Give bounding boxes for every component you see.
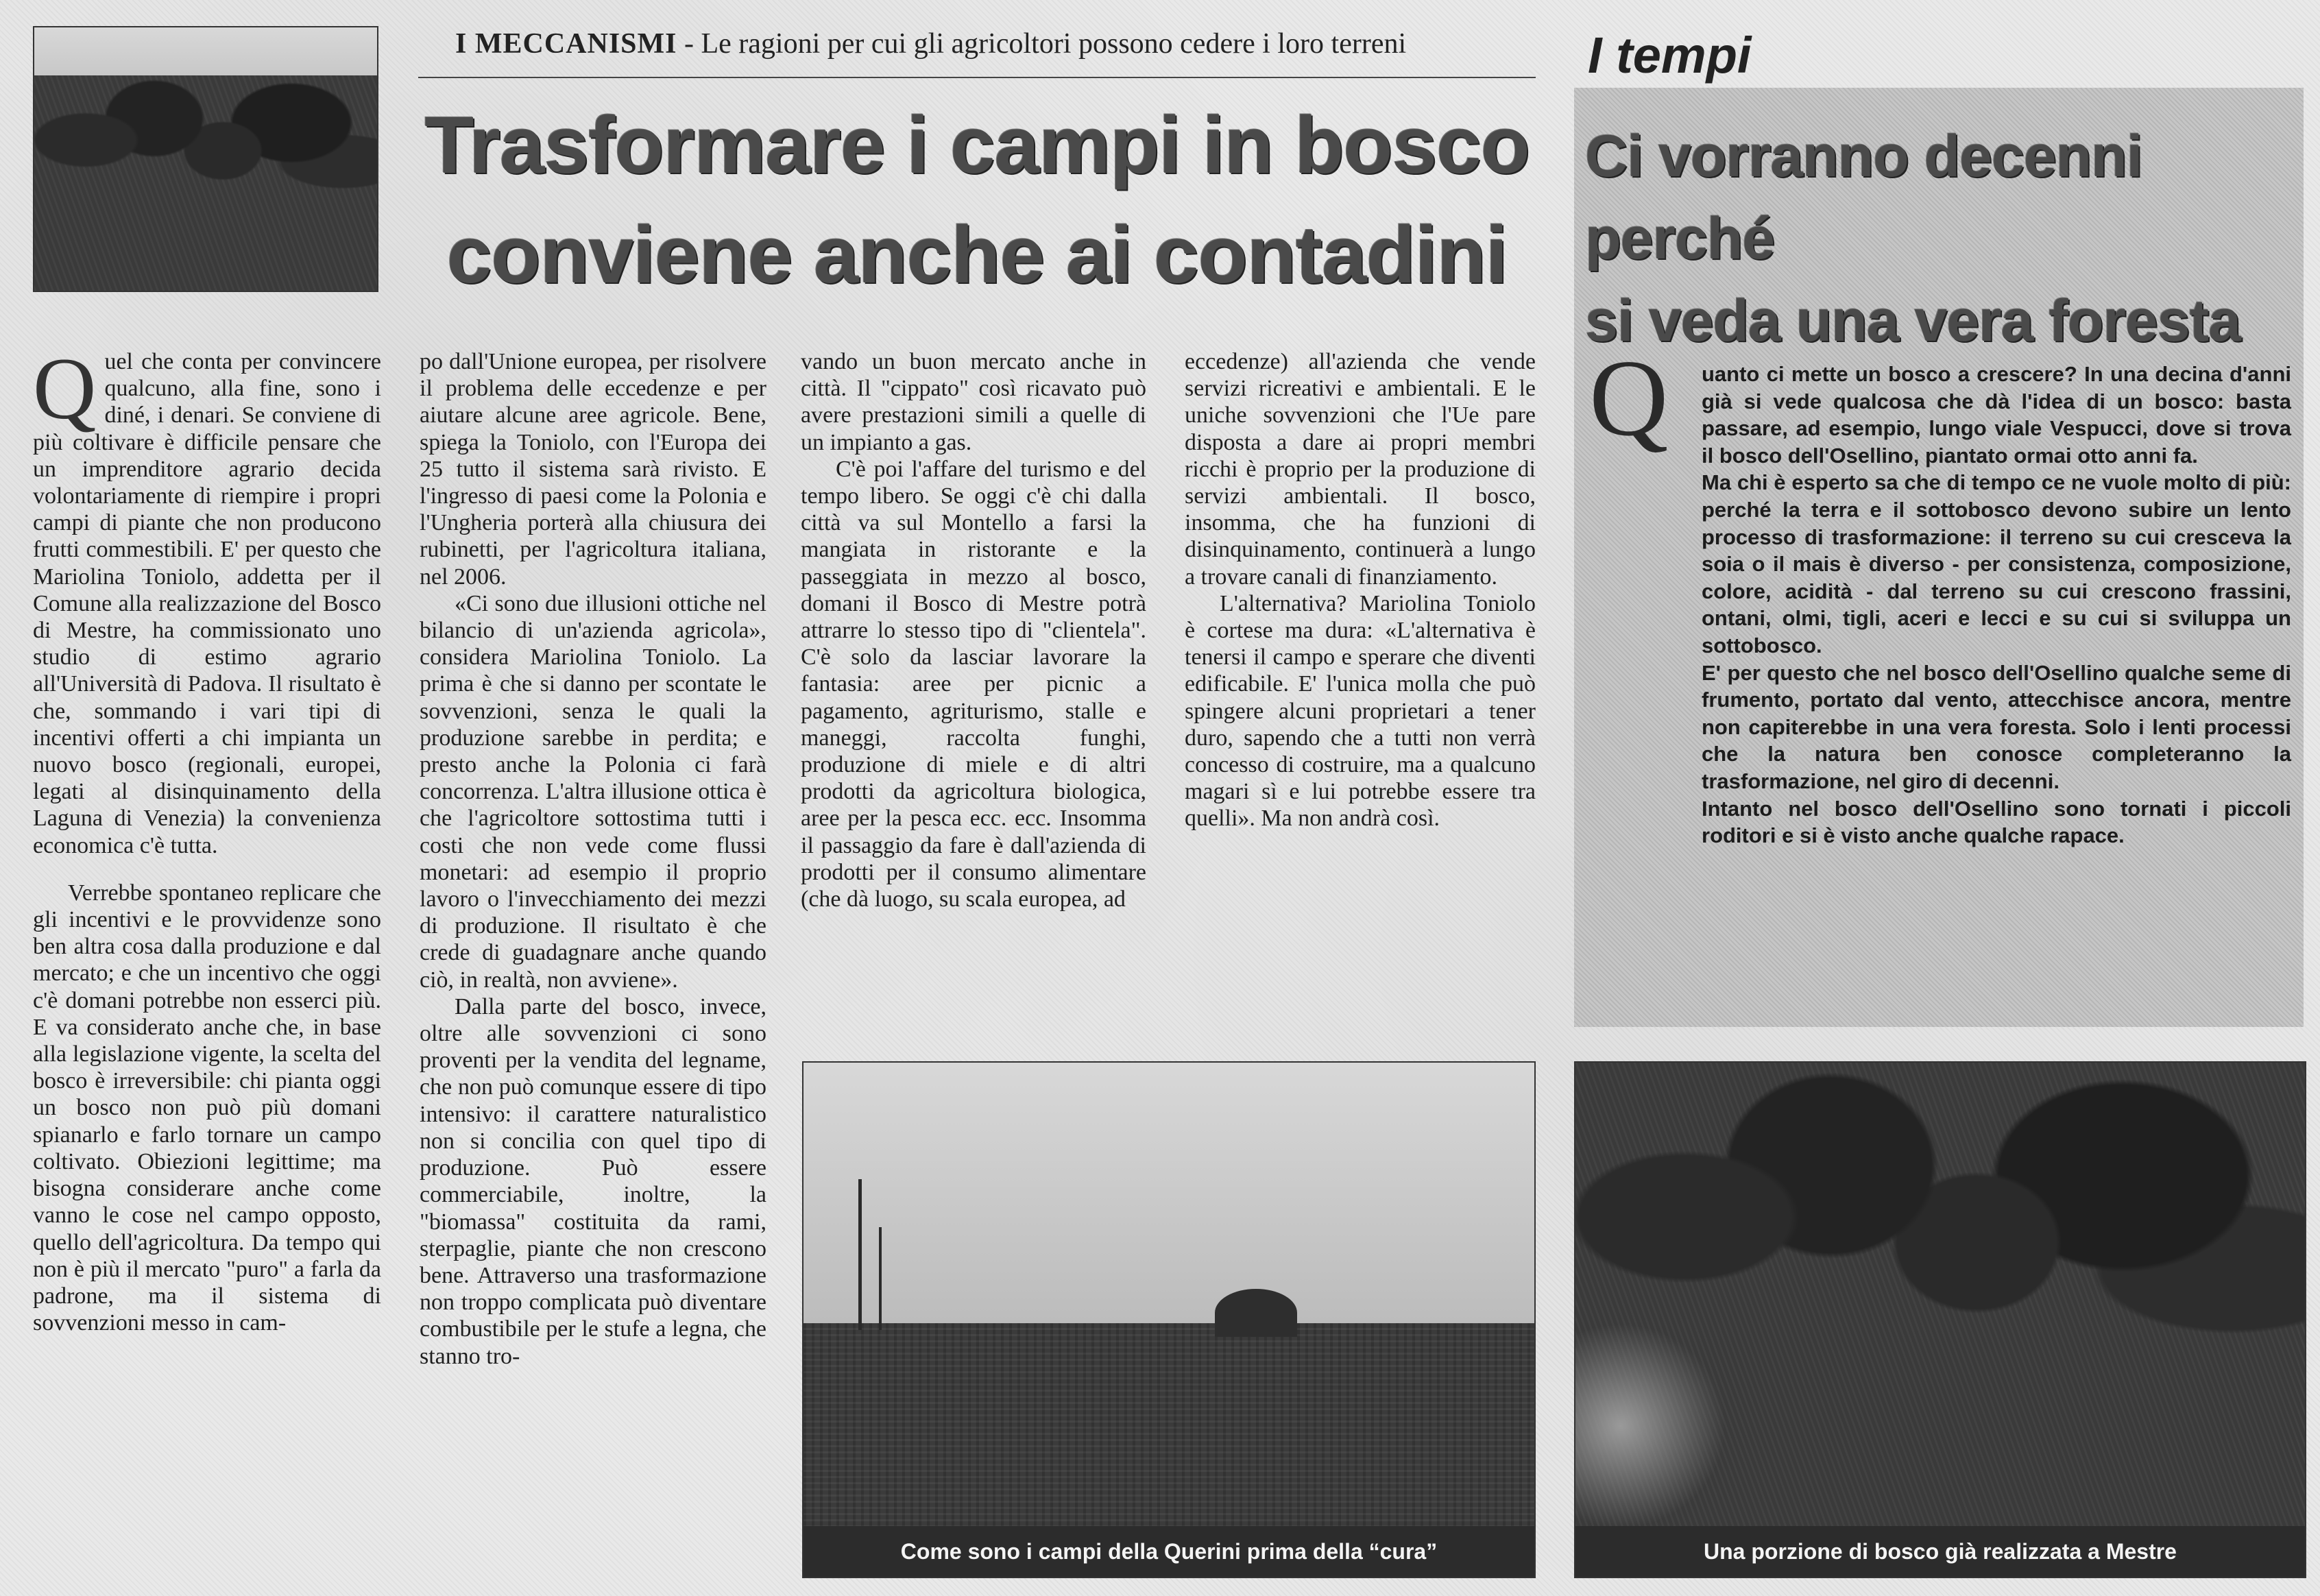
fence-post <box>858 1179 862 1330</box>
forest-thumbnail-photo <box>33 26 378 292</box>
article-column-2 <box>420 348 766 1370</box>
kicker-label: I MECCANISMI <box>455 28 677 60</box>
article-paragraph: «Ci sono due illusioni ottiche nel bilancio di un'azienda agricola», considera Mariolina Toniolo. La prima è che si danno per scontate le sovvenzioni, senza le quali la produzione sarebbe in perdita; e presto anche la Polonia ci farà concorrenza. L'altra illusione ottica è che l'agricoltore sottostima tutti i costi che non vede come flussi monetari: ad esempio il proprio lavoro o l'invecchiamento dei mezzi di produzione. Il risultato è che crede di guadagnare anche quando ciò, in realtà, non avviene». <box>420 590 766 993</box>
forest-light-patch <box>1575 1323 1726 1529</box>
article-column-3 <box>801 348 1146 912</box>
sidebar-paragraph: E' per questo che nel bosco dell'Osellino qualche seme di frumento, portato dal vento, attecchisce ancora, mentre non capiterebbe in una vera foresta. Solo i lenti processi che la natura ben conosce completeranno la trasformazione, nel giro di decenni. <box>1702 660 2291 793</box>
forest-photo-caption: Una porzione di bosco già realizzata a Mestre <box>1575 1526 2305 1577</box>
sidebar-text <box>1702 361 2291 849</box>
article-paragraph: Verrebbe spontaneo replicare che gli incentivi e le provvidenze sono ben altra cosa dalla produzione e dal mercato; e che un incentivo che oggi c'è domani potrebbe non esserci più. E va considerato anche che, in base alla legislazione vigente, la scelta del bosco è irreversibile: chi pianta oggi un bosco non può più domani spianarlo e farlo tornare un campo coltivato. Obiezioni legittime; ma bisogna considerare anche come vanno le cose nel campo opposto, quello dell'agricoltura. Da tempo qui non è più il mercato "puro" a farla da padrone, ma il sistema di sovvenzioni messo in cam- <box>33 880 381 1336</box>
article-paragraph: po dall'Unione europea, per risolvere il problema delle eccedenze e per aiutare alcune aree agricole. Bene, spiega la Toniolo, con l'Europa dei 25 tutto il sistema sarà rivisto. E l'ingresso di paesi come la Polonia e l'Ungheria porterà alla chiusura dei rubinetti, per l'agricoltura italiana, nel 2006. <box>420 349 766 590</box>
fields-photo-caption: Come sono i campi della Querini prima della “cura” <box>803 1526 1534 1577</box>
distant-tree <box>1215 1289 1297 1337</box>
fields-photo <box>802 1061 1536 1578</box>
article-paragraph: vando un buon mercato anche in città. Il "cippato" così ricavato può avere prestazioni simili a quelle di un impianto a gas. <box>801 349 1146 455</box>
kicker-rule <box>418 77 1536 78</box>
sidebar-dropcap: Q <box>1589 337 1669 459</box>
headline-line-1: Trasformare i campi in bosco <box>424 100 1530 191</box>
kicker-text: - Le ragioni per cui gli agricoltori possono cedere i loro terreni <box>677 28 1407 60</box>
headline <box>411 90 1543 310</box>
sidebar-paragraph: Intanto nel bosco dell'Osellino sono tornati i piccoli roditori e si è visto anche qualche rapace. <box>1702 796 2291 848</box>
sidebar-section-label: I tempi <box>1588 27 1752 84</box>
headline-line-2: conviene anche ai contadini <box>446 210 1508 300</box>
sidebar-title-line-2: si veda una vera foresta <box>1585 288 2240 354</box>
sidebar-paragraph: Ma chi è esperto sa che di tempo ce ne vuole molto di più: perché la terra e il sottobosco devono subire un lento processo di trasformazione: il terreno su cui cresceva la soia o il mais è diverso - per consistenza, composizione, colore, acidità - dal terreno su cui crescono frassini, ontani, olmi, tigli, aceri e lecci e su cui si sviluppa un sottobosco. <box>1702 470 2291 657</box>
article-paragraph: L'alternativa? Mariolina Toniolo è cortese ma dura: «L'alternativa è tenersi il campo e sperare che diventi edificabile. E' l'unica molla che può spingere alcuni proprietari a tener duro, sapendo che a tutti non verrà concesso di costruire, ma a qualcuno magari sì e lui potrebbe essere tra quelli». Ma non andrà così. <box>1185 590 1536 832</box>
article-paragraph: C'è poi l'affare del turismo e del tempo libero. Se oggi c'è chi dalla città va sul Montello a farsi la mangiata in ristorante e la passeggiata in mezzo al bosco, domani il Bosco di Mestre potrà attrarre lo stesso tipo di "clientela". C'è solo da lasciar lavorare la fantasia: aree per picnic a pagamento, agriturismo, stalle e maneggi, raccolta funghi, produzione di miele e di altri prodotti da agricoltura biologica, aree per la pesca ecc. ecc. Insomma il passaggio da fare è dall'azienda di prodotti per il consumo alimentare (che dà luogo, su scala europea, ad <box>801 456 1146 912</box>
fence-post <box>879 1227 882 1330</box>
sidebar-paragraph: uanto ci mette un bosco a crescere? In una decina d'anni già si vede qualcosa che dà l'idea di un bosco: basta passare, ad esempio, lungo viale Vespucci, dove si trova il bosco dell'Osellino, piantato ormai otto anni fa. <box>1702 362 2291 468</box>
sidebar-title-line-1: Ci vorranno decenni perché <box>1585 123 2142 271</box>
article-column-1 <box>33 340 381 1336</box>
sidebar-title <box>1577 115 2305 362</box>
article-paragraph: Dalla parte del bosco, invece, oltre alle sovvenzioni ci sono proventi per la vendita del legname, che non può comunque essere di tipo intensivo: il carattere naturalistico non si concilia con quel tipo di produzione. Può essere commerciabile, inoltre, la "biomassa" costituita da rami, sterpaglie, piante che non crescono bene. Attraverso una trasformazione non troppo complicata può diventare combustibile per le stufe a legna, che stanno tro- <box>420 993 766 1369</box>
article-paragraph: eccedenze) all'azienda che vende servizi ricreativi e ambientali. E le uniche sovvenzioni che l'Ue pare disposta a dare ai propri membri ricchi è proprio per la produzione di servizi ambientali. Il bosco, insomma, che ha funzioni di disinquinamento, continuerà a lungo a trovare canali di finanziamento. <box>1185 349 1536 590</box>
article-paragraph: uel che conta per convincere qualcuno, alla fine, sono i diné, i denari. Se conviene di più coltivare è difficile pensare che un imprenditore agrario decida volontariamente di riempire i propri campi di piante che non producono frutti commestibili. E' per questo che Mariolina Toniolo, addetta per il Comune alla realizzazione del Bosco di Mestre, ha commissionato uno studio di estimo agrario all'Università di Padova. Il risultato è che, sommando i vari tipi di incentivi offerti a chi impianta un nuovo bosco (regionali, europei, legati al disinquinamento della Laguna di Venezia) la convenienza economica c'è tutta. <box>33 349 381 858</box>
article-column-4 <box>1185 348 1536 832</box>
article-dropcap: Q <box>33 340 97 437</box>
forest-photo <box>1574 1061 2306 1578</box>
kicker <box>455 27 1406 60</box>
